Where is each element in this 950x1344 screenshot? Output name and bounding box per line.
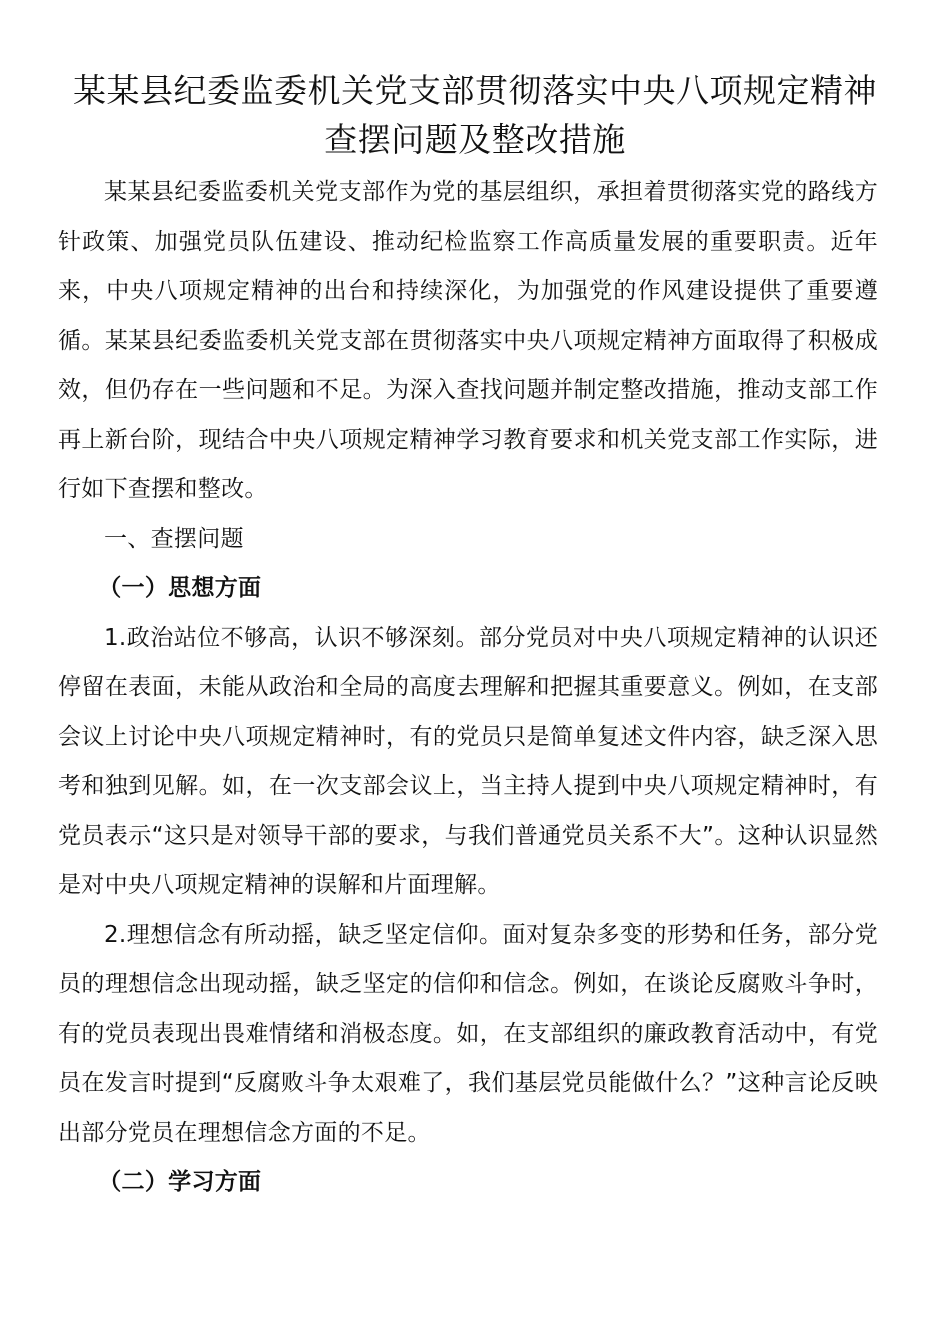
document-title: 某某县纪委监委机关党支部贯彻落实中央八项规定精神查摆问题及整改措施	[73, 71, 877, 159]
problem-item-1: 1.政治站位不够高，认识不够深刻。部分党员对中央八项规定精神的认识还停留在表面，未能从政治和全局的高度去理解和把握其重要意义。例如，在支部会议上讨论中央八项规定精神时，有的党员只是简单复述文件内容，缺乏深入思考和独到见解。如，在一次支部会议上，当主持人提到中央八项规定精神时，有党员表示“这只是对领导干部的要求，与我们普通党员关系不大”。这种认识显然是对中央八项规定精神的误解和片面理解。	[58, 624, 878, 898]
section-heading-problems: 一、查摆问题	[104, 525, 244, 552]
problem-item-2: 2.理想信念有所动摇，缺乏坚定信仰。面对复杂多变的形势和任务，部分党员的理想信念出现动摇，缺乏坚定的信仰和信念。例如，在谈论反腐败斗争时，有的党员表现出畏难情绪和消极态度。如，在支部组织的廉政教育活动中，有党员在发言时提到“反腐败斗争太艰难了，我们基层党员能做什么？”这种言论反映出部分党员在理想信念方面的不足。	[58, 921, 878, 1146]
intro-paragraph: 某某县纪委监委机关党支部作为党的基层组织，承担着贯彻落实党的路线方针政策、加强党员队伍建设、推动纪检监察工作高质量发展的重要职责。近年来，中央八项规定精神的出台和持续深化，为加强党的作风建设提供了重要遵循。某某县纪委监委机关党支部在贯彻落实中央八项规定精神方面取得了积极成效，但仍存在一些问题和不足。为深入查找问题并制定整改措施，推动支部工作再上新台阶，现结合中央八项规定精神学习教育要求和机关党支部工作实际，进行如下查摆和整改。	[58, 179, 878, 502]
subsection-heading-thought: （一）思想方面	[98, 575, 262, 601]
subsection-heading-study: （二）学习方面	[98, 1169, 262, 1195]
